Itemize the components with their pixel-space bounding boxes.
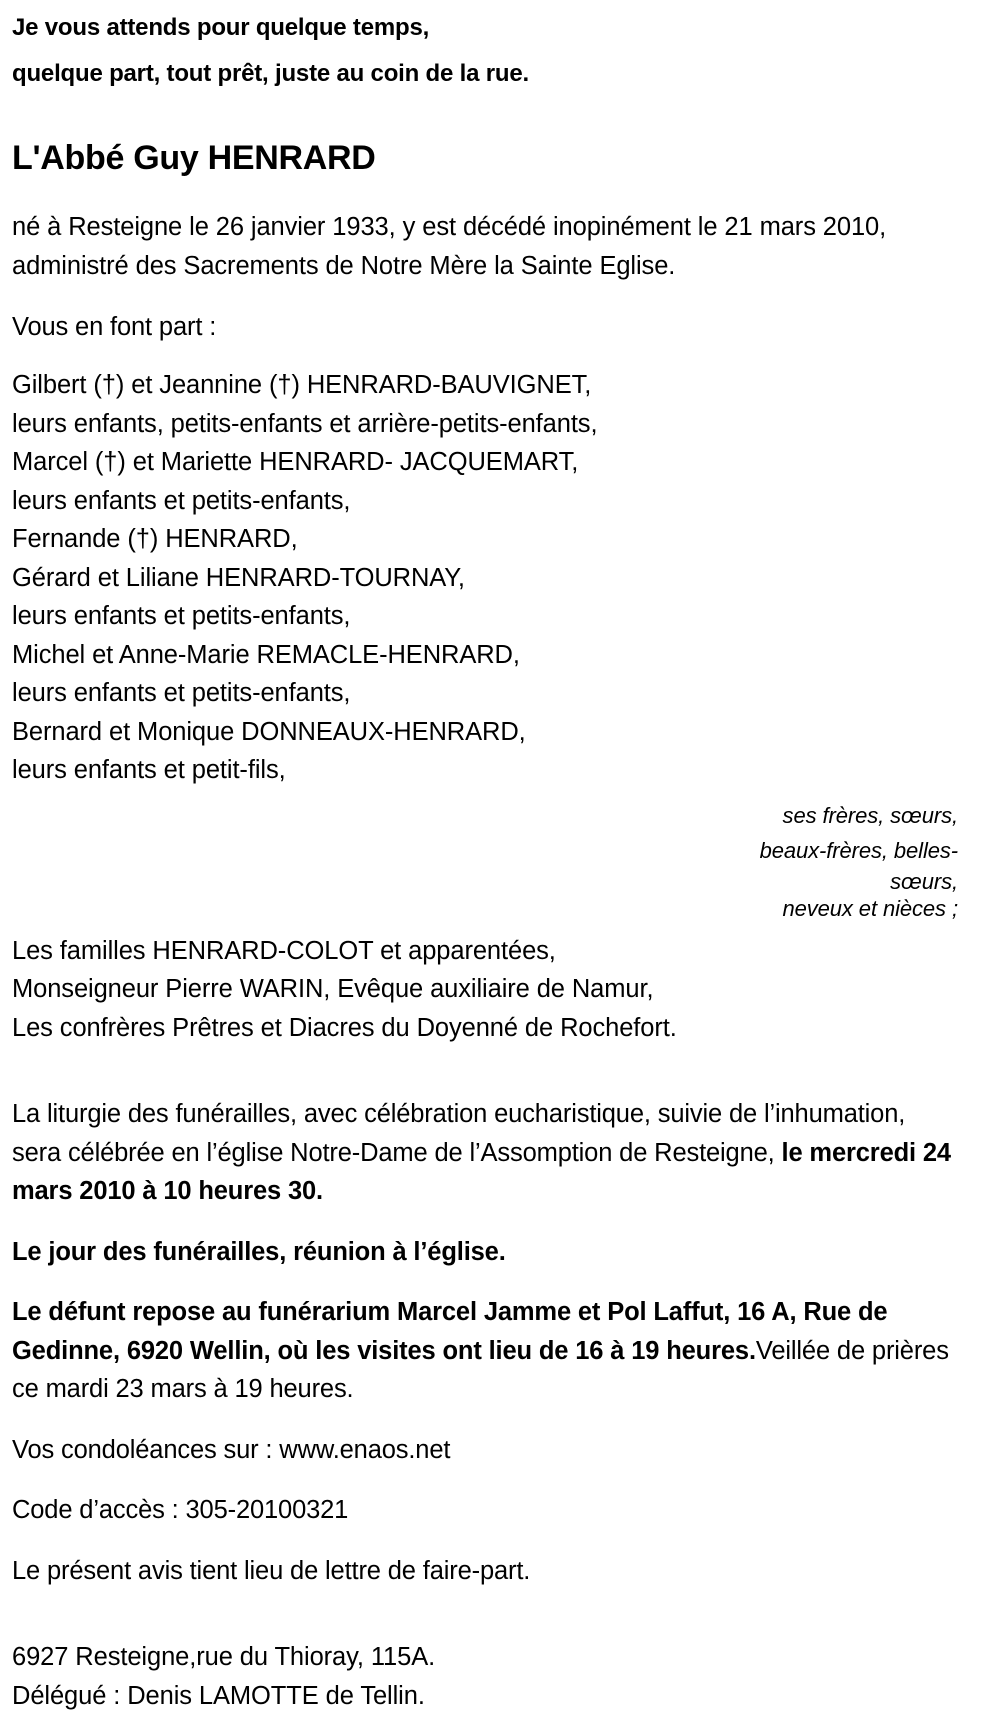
birth-death-paragraph	[12, 208, 960, 286]
liturgy-paragraph	[12, 1095, 960, 1211]
family-names-list	[12, 366, 960, 790]
legal-notice-line: Le présent avis tient lieu de lettre de faire-part.	[12, 1556, 531, 1585]
family-line: leurs enfants et petit-fils,	[12, 756, 286, 784]
prayer-vigil-note: Veillée de prières ce mardi 23 mars à 19 heures.	[12, 1336, 949, 1403]
family-line: Gérard et Liliane HENRARD-TOURNAY,	[12, 563, 465, 592]
footer-delegate: Délégué : Denis LAMOTTE de Tellin.	[12, 1681, 425, 1710]
relationship-attribution	[12, 798, 960, 922]
birth-death-line-2: 2010, administré des Sacrements de Notre Mère la Sainte Eglise.	[12, 213, 894, 280]
epitaph-quote	[12, 8, 960, 94]
epitaph-line-1: Je vous attends pour quelque temps,	[12, 14, 430, 41]
family-line: Michel et Anne-Marie REMACLE-HENRARD,	[12, 640, 520, 669]
attribution-line-3: sœurs,	[890, 868, 958, 894]
gathering-note: Le jour des funérailles, réunion à l’église.	[12, 1237, 506, 1266]
other-mourner-line: Monseigneur Pierre WARIN, Evêque auxiliaire de Namur,	[12, 975, 654, 1003]
announcement-intro: Vous en font part :	[12, 313, 217, 341]
family-line: Gilbert (†) et Jeannine (†) HENRARD-BAUVIGNET,	[12, 371, 592, 399]
family-line: leurs enfants et petits-enfants,	[12, 486, 351, 515]
liturgy-text: La liturgie des funérailles, avec célébration eucharistique, suivie de l’inhumation, sera célébrée en l’église Notre-Dame de l’Assomption de Resteigne,	[12, 1100, 906, 1167]
footer-contact	[12, 1638, 960, 1715]
family-line: Fernande (†) HENRARD,	[12, 525, 298, 553]
funeral-home-paragraph	[12, 1293, 960, 1409]
family-line: Marcel (†) et Mariette HENRARD- JACQUEMART,	[12, 448, 579, 476]
funeral-home-details: Le défunt repose au funérarium Marcel Jamme et Pol Laffut, 16 A, Rue de Gedinne, 6920 Wellin, où les visites ont lieu de 16 à 19 heures.	[12, 1298, 888, 1365]
attribution-line-2: beaux-frères, belles-	[759, 837, 958, 863]
footer-address: 6927 Resteigne,rue du Thioray, 115A.	[12, 1643, 436, 1671]
liturgy-datetime: le mercredi 24 mars 2010 à 10 heures 30.	[12, 1138, 951, 1205]
family-line: Bernard et Monique DONNEAUX-HENRARD,	[12, 717, 526, 746]
other-mourner-line: Les confrères Prêtres et Diacres du Doyenné de Rochefort.	[12, 1013, 677, 1042]
other-mourners-list	[12, 932, 960, 1048]
family-line: leurs enfants et petits-enfants,	[12, 602, 351, 630]
birth-death-line-1: né à Resteigne le 26 janvier 1933, y est décédé inopinément le 21 mars	[12, 213, 816, 241]
family-line: leurs enfants, petits-enfants et arrière-petits-enfants,	[12, 409, 598, 438]
attribution-line-1: ses frères, sœurs,	[782, 802, 958, 828]
family-line: leurs enfants et petits-enfants,	[12, 679, 351, 707]
deceased-name: L'Abbé Guy HENRARD	[12, 139, 376, 177]
access-code-line: Code d’accès : 305-20100321	[12, 1496, 349, 1524]
condolences-line: Vos condoléances sur : www.enaos.net	[12, 1435, 451, 1464]
attribution-line-4: neveux et nièces ;	[782, 895, 958, 921]
other-mourner-line: Les familles HENRARD-COLOT et apparentées,	[12, 936, 556, 965]
epitaph-line-2: quelque part, tout prêt, juste au coin de la rue.	[12, 60, 529, 87]
